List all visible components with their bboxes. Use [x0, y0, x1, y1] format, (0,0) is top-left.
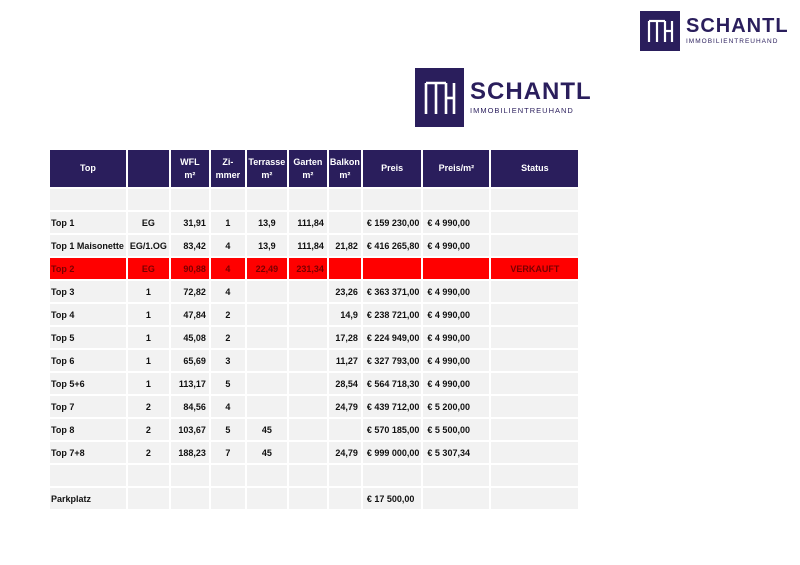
cell-top: Top 5+6 — [50, 373, 126, 394]
cell-wfl: 103,67 — [171, 419, 209, 440]
column-header-balkon — [329, 150, 361, 187]
cell-balkon: 21,82 — [329, 235, 361, 256]
cell-balkon — [329, 419, 361, 440]
cell-floor: 2 — [128, 396, 169, 417]
header-line-1: Status — [521, 163, 549, 173]
cell-preis-m2 — [423, 488, 489, 509]
cell-garten — [289, 327, 327, 348]
cell-zimmer — [211, 465, 245, 486]
cell-status — [491, 189, 578, 210]
cell-wfl — [171, 189, 209, 210]
cell-preis-m2: € 4 990,00 — [423, 212, 489, 233]
brand-mark-icon — [640, 11, 680, 51]
cell-top: Top 8 — [50, 419, 126, 440]
cell-preis: € 416 265,80 — [363, 235, 422, 256]
cell-status — [491, 281, 578, 302]
cell-top — [50, 189, 126, 210]
header-line-1: Preis — [381, 163, 404, 173]
cell-preis: € 224 949,00 — [363, 327, 422, 348]
cell-preis-m2: € 4 990,00 — [423, 235, 489, 256]
cell-zimmer: 1 — [211, 212, 245, 233]
cell-wfl: 47,84 — [171, 304, 209, 325]
cell-zimmer — [211, 488, 245, 509]
cell-wfl — [171, 488, 209, 509]
cell-zimmer: 2 — [211, 304, 245, 325]
cell-garten — [289, 281, 327, 302]
cell-top: Top 4 — [50, 304, 126, 325]
brand-logo-small — [640, 11, 789, 51]
column-header-top — [50, 150, 126, 187]
cell-top: Top 1 Maisonette — [50, 235, 126, 256]
header-line-2: mmer — [215, 169, 241, 180]
cell-top: Top 5 — [50, 327, 126, 348]
cell-top: Parkplatz — [50, 488, 126, 509]
brand-logo-large — [415, 68, 592, 127]
cell-wfl: 83,42 — [171, 235, 209, 256]
header-line-1: Terrasse — [248, 156, 286, 167]
cell-wfl: 65,69 — [171, 350, 209, 371]
cell-zimmer: 5 — [211, 373, 245, 394]
cell-terrasse: 22,49 — [247, 258, 287, 279]
cell-garten — [289, 442, 327, 463]
cell-terrasse: 45 — [247, 442, 287, 463]
cell-garten: 111,84 — [289, 212, 327, 233]
cell-floor: EG/1.OG — [128, 235, 169, 256]
cell-wfl — [171, 465, 209, 486]
cell-terrasse: 45 — [247, 419, 287, 440]
cell-preis: € 999 000,00 — [363, 442, 422, 463]
cell-top: Top 2 — [50, 258, 126, 279]
cell-floor: 1 — [128, 373, 169, 394]
cell-preis: € 327 793,00 — [363, 350, 422, 371]
header-line-1: WFL — [180, 156, 200, 167]
cell-wfl: 90,88 — [171, 258, 209, 279]
cell-preis-m2: € 4 990,00 — [423, 327, 489, 348]
cell-garten — [289, 373, 327, 394]
header-line-2: m² — [339, 169, 351, 180]
column-header-status — [491, 150, 578, 187]
table-row — [50, 465, 578, 486]
cell-balkon: 17,28 — [329, 327, 361, 348]
cell-top: Top 3 — [50, 281, 126, 302]
column-header-preis-m2 — [423, 150, 489, 187]
cell-wfl: 72,82 — [171, 281, 209, 302]
column-header-terrasse — [247, 150, 287, 187]
cell-terrasse: 13,9 — [247, 212, 287, 233]
cell-status — [491, 419, 578, 440]
cell-balkon — [329, 189, 361, 210]
header-line-1: Balkon — [329, 156, 360, 167]
cell-terrasse — [247, 189, 287, 210]
cell-terrasse — [247, 327, 287, 348]
column-header-floor — [128, 150, 169, 187]
cell-floor: 1 — [128, 281, 169, 302]
brand-subtitle: IMMOBILIENTREUHAND — [686, 38, 779, 46]
cell-preis: € 570 185,00 — [363, 419, 422, 440]
cell-preis: € 439 712,00 — [363, 396, 422, 417]
cell-terrasse — [247, 281, 287, 302]
table-row — [50, 350, 578, 371]
cell-terrasse — [247, 465, 287, 486]
cell-terrasse — [247, 350, 287, 371]
table-body — [50, 189, 578, 509]
cell-floor: 2 — [128, 419, 169, 440]
cell-status — [491, 373, 578, 394]
cell-zimmer: 3 — [211, 350, 245, 371]
cell-preis-m2: € 4 990,00 — [423, 281, 489, 302]
cell-zimmer: 7 — [211, 442, 245, 463]
cell-preis-m2: € 5 200,00 — [423, 396, 489, 417]
cell-floor: 1 — [128, 304, 169, 325]
column-header-wfl — [171, 150, 209, 187]
cell-wfl: 113,17 — [171, 373, 209, 394]
cell-balkon — [329, 258, 361, 279]
table-row — [50, 419, 578, 440]
table-row — [50, 235, 578, 256]
cell-wfl: 45,08 — [171, 327, 209, 348]
price-table — [48, 148, 580, 511]
header-line-1: Top — [80, 163, 96, 173]
table-row — [50, 212, 578, 233]
cell-floor — [128, 189, 169, 210]
header-line-1: Preis/m² — [438, 163, 475, 173]
cell-balkon: 14,9 — [329, 304, 361, 325]
cell-preis-m2: € 5 500,00 — [423, 419, 489, 440]
cell-garten — [289, 465, 327, 486]
cell-terrasse — [247, 488, 287, 509]
cell-garten: 111,84 — [289, 235, 327, 256]
cell-balkon: 28,54 — [329, 373, 361, 394]
cell-preis-m2: € 4 990,00 — [423, 304, 489, 325]
cell-top: Top 7 — [50, 396, 126, 417]
cell-terrasse — [247, 373, 287, 394]
cell-status — [491, 304, 578, 325]
header-line-2: m² — [302, 169, 314, 180]
table-row — [50, 258, 578, 279]
table-row — [50, 327, 578, 348]
table-row — [50, 396, 578, 417]
cell-floor: EG — [128, 258, 169, 279]
cell-preis-m2: € 4 990,00 — [423, 350, 489, 371]
cell-status — [491, 327, 578, 348]
cell-zimmer: 2 — [211, 327, 245, 348]
cell-floor: 1 — [128, 327, 169, 348]
cell-preis — [363, 258, 422, 279]
cell-garten — [289, 488, 327, 509]
table-row — [50, 442, 578, 463]
cell-garten — [289, 304, 327, 325]
table-row — [50, 488, 578, 509]
cell-wfl: 31,91 — [171, 212, 209, 233]
cell-terrasse — [247, 304, 287, 325]
cell-preis: € 363 371,00 — [363, 281, 422, 302]
cell-status — [491, 396, 578, 417]
cell-status — [491, 350, 578, 371]
cell-status: VERKAUFT — [491, 258, 578, 279]
cell-garten: 231,34 — [289, 258, 327, 279]
header-line-2: m² — [184, 169, 196, 180]
cell-preis: € 17 500,00 — [363, 488, 422, 509]
table-row — [50, 189, 578, 210]
cell-balkon — [329, 212, 361, 233]
header-line-1: Garten — [293, 156, 323, 167]
cell-garten — [289, 189, 327, 210]
table-header-row — [50, 150, 578, 187]
cell-floor — [128, 465, 169, 486]
table-row — [50, 304, 578, 325]
cell-floor: 1 — [128, 350, 169, 371]
table-row — [50, 281, 578, 302]
cell-terrasse: 13,9 — [247, 235, 287, 256]
cell-garten — [289, 419, 327, 440]
cell-preis — [363, 465, 422, 486]
cell-floor: EG — [128, 212, 169, 233]
brand-mark-icon — [415, 68, 464, 127]
table-row — [50, 373, 578, 394]
cell-top — [50, 465, 126, 486]
cell-preis — [363, 189, 422, 210]
header-line-1: Zi- — [222, 156, 234, 167]
cell-status — [491, 465, 578, 486]
cell-garten — [289, 350, 327, 371]
cell-garten — [289, 396, 327, 417]
brand-name: SCHANTL — [686, 15, 789, 38]
header-line-2: m² — [261, 169, 273, 180]
cell-terrasse — [247, 396, 287, 417]
cell-balkon: 11,27 — [329, 350, 361, 371]
column-header-preis — [363, 150, 422, 187]
cell-status — [491, 235, 578, 256]
cell-preis-m2: € 5 307,34 — [423, 442, 489, 463]
brand-subtitle: IMMOBILIENTREUHAND — [470, 106, 574, 116]
cell-preis-m2 — [423, 189, 489, 210]
cell-status — [491, 488, 578, 509]
cell-preis: € 238 721,00 — [363, 304, 422, 325]
cell-status — [491, 442, 578, 463]
cell-preis-m2 — [423, 465, 489, 486]
cell-floor — [128, 488, 169, 509]
cell-balkon — [329, 488, 361, 509]
cell-top: Top 1 — [50, 212, 126, 233]
cell-zimmer: 4 — [211, 258, 245, 279]
cell-balkon — [329, 465, 361, 486]
cell-preis-m2: € 4 990,00 — [423, 373, 489, 394]
cell-top: Top 6 — [50, 350, 126, 371]
brand-name: SCHANTL — [470, 78, 592, 106]
cell-preis: € 564 718,30 — [363, 373, 422, 394]
cell-zimmer — [211, 189, 245, 210]
cell-zimmer: 4 — [211, 235, 245, 256]
cell-preis: € 159 230,00 — [363, 212, 422, 233]
cell-balkon: 24,79 — [329, 442, 361, 463]
cell-floor: 2 — [128, 442, 169, 463]
cell-zimmer: 4 — [211, 396, 245, 417]
cell-zimmer: 5 — [211, 419, 245, 440]
cell-status — [491, 212, 578, 233]
cell-wfl: 188,23 — [171, 442, 209, 463]
cell-preis-m2 — [423, 258, 489, 279]
cell-balkon: 23,26 — [329, 281, 361, 302]
cell-wfl: 84,56 — [171, 396, 209, 417]
column-header-zimmer — [211, 150, 245, 187]
cell-top: Top 7+8 — [50, 442, 126, 463]
cell-balkon: 24,79 — [329, 396, 361, 417]
column-header-garten — [289, 150, 327, 187]
cell-zimmer: 4 — [211, 281, 245, 302]
